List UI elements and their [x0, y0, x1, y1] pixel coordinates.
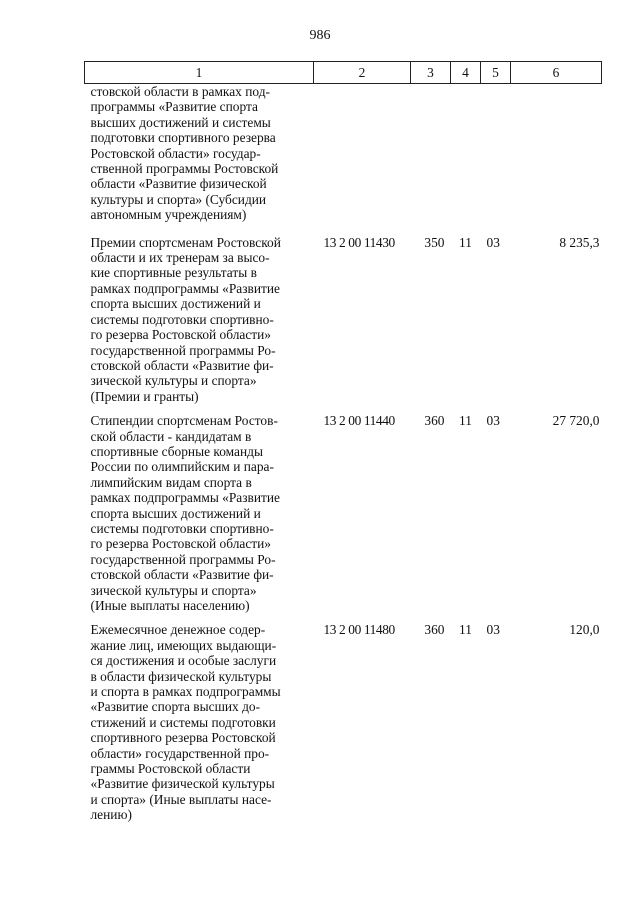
header-col-1: 1: [85, 62, 314, 84]
row-amount: 120,0: [569, 622, 600, 638]
row-col3: 360: [424, 413, 445, 429]
header-col-4: 4: [451, 62, 481, 84]
row-col5: 03: [486, 622, 500, 638]
row-col3: [411, 84, 451, 223]
row-amount: 27 720,0: [552, 413, 600, 429]
header-row: [85, 62, 602, 84]
row-col4: [451, 84, 481, 223]
header-col-3: 3: [411, 62, 451, 84]
row-col4: 11: [459, 622, 472, 638]
budget-table: [84, 61, 602, 823]
table-row: [85, 223, 602, 404]
row-col4: 11: [459, 413, 472, 429]
row-amount: [511, 84, 602, 223]
header-col-5: 5: [481, 62, 511, 84]
row-amount: 8 235,3: [559, 234, 600, 250]
table-row: [85, 613, 602, 822]
row-code: 13 2 00 11480: [323, 622, 395, 638]
table-row: [85, 84, 602, 223]
row-description: Премии спортсменам Ростовской области и их тренерам за высо- кие спортивные результаты в рамках подпрограммы «Развитие спорта высших достижений и системы подготовки спортивно- го резерва Ростовской области» государственной программы Ро- стовской области «Развитие фи- зической культуры и спорта» (Премии и гранты): [90, 234, 281, 404]
row-col5: 03: [486, 413, 500, 429]
row-code: 13 2 00 11440: [323, 413, 395, 429]
row-code: [314, 84, 411, 223]
row-description: Стипендии спортсменам Ростов- ской области - кандидатам в спортивные сборные команды России по олимпийским и пара- лимпийским видам спорта в рамках подпрограммы «Развитие спорта высших достижений и системы подготовки спортивно- го резерва Ростовской области» государственной программы Ро- стовской области «Развитие фи- зической культуры и спорта» (Иные выплаты населению): [90, 413, 280, 613]
row-description: Ежемесячное денежное содер- жание лиц, имеющих выдающи- ся достижения и особые заслуги в области физической культуры и спорта в рамках подпрограммы «Развитие спорта высших до- стижений и системы подготовки спортивного резерва Ростовской области» государственной про- граммы Ростовской области «Развитие физической культуры и спорта» (Иные выплаты насе- лению): [90, 622, 281, 823]
row-description: стовской области в рамках под- программы «Развитие спорта высших достижений и системы подготовки спортивного резерва Ростовской области» государ- ственной программы Ростовской области «Развитие физической культуры и спорта» (Субсидии автономным учреждениям): [90, 84, 279, 223]
row-col3: 350: [424, 234, 445, 250]
row-col5: [481, 84, 511, 223]
row-code: 13 2 00 11430: [323, 234, 395, 250]
header-col-2: 2: [314, 62, 411, 84]
row-col4: 11: [459, 234, 472, 250]
row-col3: 360: [424, 622, 445, 638]
header-col-6: 6: [511, 62, 602, 84]
page-number: 986: [309, 28, 331, 43]
table-row: [85, 404, 602, 613]
row-col5: 03: [486, 234, 500, 250]
